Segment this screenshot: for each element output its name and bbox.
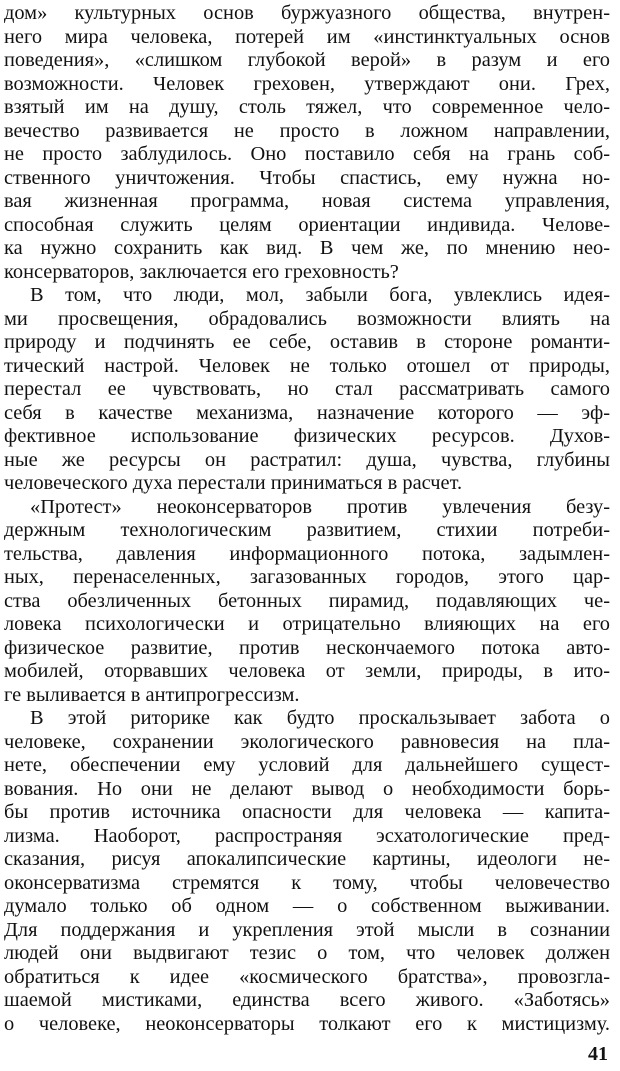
text-line: способная служить целям ориентации индивида. Челове- xyxy=(4,213,610,236)
text-line: тический настрой. Человек не только отошел от природы, xyxy=(4,354,610,377)
text-line: вечество развивается не просто в ложном направлении, xyxy=(4,119,610,142)
text-line: тельства, давления информационного потока, задымлен- xyxy=(4,542,610,565)
text-line: ловека психологически и отрицательно влияющих на его xyxy=(4,613,610,635)
text-line: физическое развитие, против нескончаемого потока авто- xyxy=(4,636,610,659)
text-line: Для поддержания и укрепления этой мысли в сознании xyxy=(4,918,610,941)
text-line: о человеке, неоконсерваторы толкают его к мистицизму. xyxy=(4,1012,610,1035)
text-line: ственного уничтожения. Чтобы спастись, ему нужна но- xyxy=(4,166,610,189)
book-page xyxy=(0,2,620,1071)
text-line: человеческого духа перестали приниматься в расчет. xyxy=(4,472,463,494)
text-line: ге выливается в антипрогрессизм. xyxy=(4,683,300,706)
text-line: не просто заблудилось. Оно поставило себя на грань соб- xyxy=(4,143,610,165)
text-line: бы против источника опасности для человека — капита- xyxy=(4,801,610,823)
text-line: держным технологическим развитием, стихии потреби- xyxy=(4,519,610,541)
text-line: природу и подчинять ее себе, оставив в стороне романти- xyxy=(4,331,610,353)
text-line: него мира человека, потерей им «инстинктуальных основ xyxy=(4,25,610,48)
text-line: консерваторов, заключается его греховность? xyxy=(4,260,399,283)
text-line: перестал ее чувствовать, но стал рассматривать самого xyxy=(4,378,610,400)
text-line: ные же ресурсы он растратил: душа, чувства, глубины xyxy=(4,448,610,471)
text-line: нете, обеспечении ему условий для дальнейшего сущест- xyxy=(4,754,610,776)
text-line: мобилей, оторвавших человека от земли, природы, в ито- xyxy=(4,660,610,682)
page-number: 41 xyxy=(588,1043,608,1065)
text-line: поведения», «слишком глубокой верой» в разум и его xyxy=(4,49,610,71)
text-line: взятый им на душу, столь тяжел, что современное чело- xyxy=(4,96,610,118)
text-line: «Протест» неоконсерваторов против увлечения безу- xyxy=(30,495,610,518)
text-line: оконсерватизма стремятся к тому, чтобы человечество xyxy=(4,871,610,894)
text-line: возможности. Человек греховен, утверждают они. Грех, xyxy=(4,72,610,95)
text-line: сказания, рисуя апокалипсические картины, идеологи не- xyxy=(4,848,610,870)
text-line: ка нужно сохранить как вид. В чем же, по мнению нео- xyxy=(4,237,610,259)
text-line: вования. Но они не делают вывод о необходимости борь- xyxy=(4,777,610,800)
text-line: думало только об одном — о собственном выживании. xyxy=(4,895,610,917)
text-line: ства обезличенных бетонных пирамид, подавляющих че- xyxy=(4,589,610,612)
text-line: людей они выдвигают тезис о том, что человек должен xyxy=(4,942,610,964)
text-line: вая жизненная программа, новая система управления, xyxy=(4,190,610,212)
text-line: ных, перенаселенных, загазованных городов, этого цар- xyxy=(4,566,610,588)
text-line: В том, что люди, мол, забыли бога, увлеклись идея- xyxy=(30,284,610,306)
text-line: человеке, сохранении экологического равновесия на пла- xyxy=(4,730,610,753)
text-line: лизма. Наоборот, распространяя эсхатологические пред- xyxy=(4,824,610,847)
text-line: В этой риторике как будто проскальзывает забота о xyxy=(30,707,610,729)
text-line: шаемой мистиками, единства всего живого. «Заботясь» xyxy=(4,989,610,1011)
text-line: дом» культурных основ буржуазного общества, внутрен- xyxy=(4,2,610,24)
text-line: фективное использование физических ресурсов. Духов- xyxy=(4,425,610,447)
text-line: себя в качестве механизма, назначение которого — эф- xyxy=(4,401,610,424)
text-line: ми просвещения, обрадовались возможности влиять на xyxy=(4,307,610,330)
text-line: обратиться к идее «космического братства», провозгла- xyxy=(4,965,610,988)
